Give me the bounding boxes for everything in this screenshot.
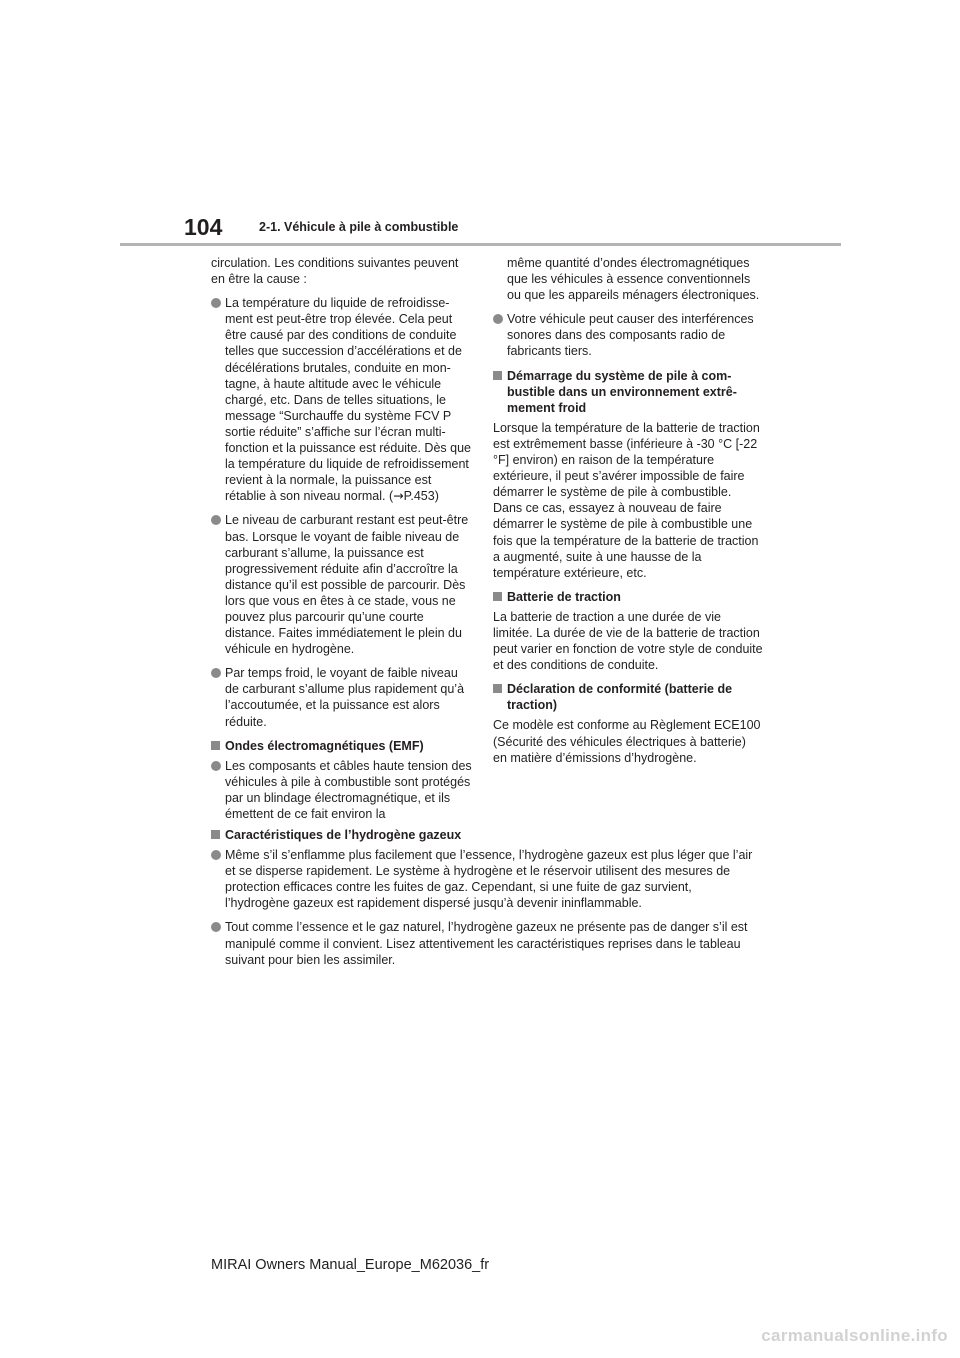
bullet-dot-icon [211, 298, 221, 308]
manual-footer: MIRAI Owners Manual_Europe_M62036_fr [211, 1257, 490, 1273]
left-column [211, 255, 473, 830]
intro-paragraph: circulation. Les conditions suivantes peuvent en être la cause : [211, 256, 459, 287]
heading-square-icon [493, 684, 502, 693]
conformity-paragraph: Ce modèle est conforme au Règlement ECE100 (Sécurité des véhicules électriques à batterie) en matière d’émissions d’hydrogène. [493, 718, 761, 765]
heading-text: Ondes électromagnétiques (EMF) [225, 738, 424, 753]
page-number: 104 [184, 214, 223, 240]
bullet-cold-weather [211, 665, 473, 729]
cold-start-heading [493, 368, 763, 416]
bullet-dot-icon [211, 668, 221, 678]
bullet-dot-icon [493, 314, 503, 324]
heading-square-icon [493, 592, 502, 601]
bullet-radio-interference [493, 311, 763, 359]
bullet-text: Le niveau de carburant restant est peut-être bas. Lorsque le voyant de faible niveau de carburant s’allume, la puissance est progressivement réduite afin d’accroître la distance qu’il est possible de parcourir. Dès lors que vous en êtes à ce stade, vous ne pouvez plus parcourir qu’une courte distance. Faites immédiatement le plein du véhicule en hydrogène. [225, 513, 469, 657]
header-divider [120, 243, 841, 246]
hydrogen-heading [211, 827, 756, 843]
traction-battery-heading [493, 589, 763, 605]
bullet-text: Par temps froid, le voyant de faible niveau de carburant s’allume plus rapidement qu’à l’accoutumée, et la puissance est alors réduite. [225, 666, 465, 729]
traction-battery-paragraph: La batterie de traction a une durée de vie limitée. La durée de vie de la batterie de traction peut varier en fonction de votre style de conduite et des conditions de conduite. [493, 609, 763, 673]
bullet-text: La température du liquide de refroidissement est peut-être trop élevée. Cela peut être causé par des conditions de conduite telles que succession d’accélérations et de décélérations brutales, conduite en montagne, à haute altitude avec le véhicule chargé, etc. Dans de telles situations, le message “Surchauffe du système FCV P sortie réduite” s’affiche sur l’écran multifonction et la puissance est réduite. Dès que la température du liquide de refroidissement revient à la normale, la puissance est rétablie à son niveau normal. ( [225, 296, 471, 504]
heading-square-icon [211, 741, 220, 750]
heading-text: Caractéristiques de l’hydrogène gazeux [225, 828, 462, 842]
page-header [0, 0, 960, 250]
bullet-dot-icon [211, 922, 221, 932]
heading-text: Déclaration de conformité (batterie de traction) [507, 682, 733, 713]
hydrogen-section [211, 827, 756, 976]
conformity-heading [493, 681, 763, 713]
cold-start-paragraph: Lorsque la température de la batterie de traction est extrêmement basse (inférieure à -30 °C [-22 °F] environ) en raison de la température extérieure, il peut s’avérer impossible de faire démarrer le système de pile à combustible. Dans ce cas, essayez à nouveau de faire démarrer le système de pile à combustible une fois que la température de la batterie de traction a augmenté, suite à une hausse de la température extérieure, etc. [493, 420, 760, 580]
bullet-text: Même s’il s’enflamme plus facilement que l’essence, l’hydrogène gazeux est plus léger que l’air et se disperse rapidement. Le système à hydrogène et le réservoir utilisent des mesures de protection efficaces contre les fuites de gaz. Cependant, si une fuite de gaz survient, l’hydrogène gazeux est rapidement dispersé jusqu’à devenir ininflammable. [225, 848, 753, 911]
emf-heading [211, 738, 473, 754]
watermark-logo: carmanualsonline.info [761, 1326, 948, 1345]
bullet-hydrogen-safety [211, 919, 756, 967]
bullet-text: Votre véhicule peut causer des interférences sonores dans des composants radio de fabricants tiers. [507, 312, 754, 359]
heading-text: Démarrage du système de pile à combustible dans un environnement extrêmement froid [507, 368, 737, 415]
bullet-emf-shielding [211, 758, 473, 822]
heading-square-icon [211, 830, 220, 839]
right-column [493, 255, 763, 774]
bullet-dot-icon [211, 515, 221, 525]
bullet-low-fuel [211, 512, 473, 657]
section-title: 2-1. Véhicule à pile à combustible [259, 220, 459, 234]
page-reference-link[interactable]: P.453) [403, 489, 439, 504]
reference-arrow-icon: → [393, 488, 404, 504]
bullet-text: Les composants et câbles haute tension des véhicules à pile à combustible sont protégés par un blindage électromagnétique, et ils émettent de ce fait environ la [225, 758, 472, 821]
bullet-hydrogen-dispersion [211, 847, 756, 911]
heading-text: Batterie de traction [507, 589, 621, 604]
emf-continued-paragraph: même quantité d’ondes électromagnétiques que les véhicules à essence conventionnels ou que les appareils ménagers électroniques. [507, 256, 760, 303]
bullet-dot-icon [211, 850, 221, 860]
heading-square-icon [493, 371, 502, 380]
bullet-dot-icon [211, 761, 221, 771]
bullet-coolant-temperature [211, 295, 473, 504]
bullet-text: Tout comme l’essence et le gaz naturel, l’hydrogène gazeux ne présente pas de danger s’il est manipulé comme il convient. Lisez attentivement les caractéristiques reprises dans le tableau suivant pour bien les assimiler. [225, 920, 748, 967]
